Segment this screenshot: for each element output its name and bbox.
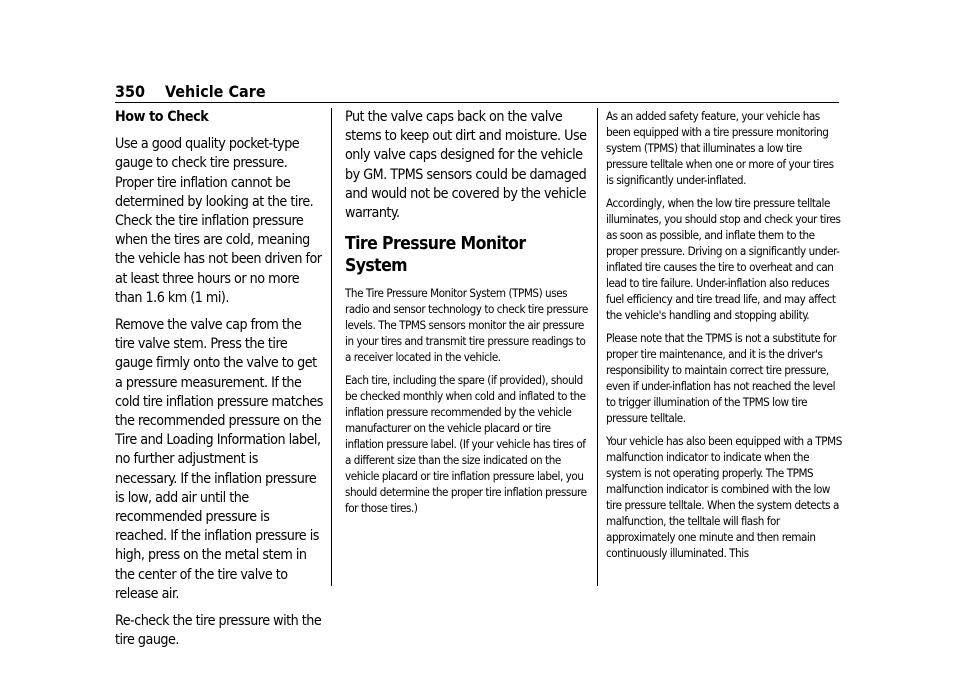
body-paragraph: Accordingly, when the low tire pressure telltale illuminates, you should stop and check your tires as soon as possible, and inflate them to the proper pressure. Driving on a significantly under-inflated tire causes the tire to overheat and can lead to tire failure. Under-inflation also reduces fuel efficiency and tire tread life, and may affect the vehicle's handling and stopping ability. [606,196,841,322]
body-paragraph: Your vehicle has also been equipped with a TPMS malfunction indicator to indicate when the system is not operating properly. The TPMS malfunction indicator is combined with the low tire pressure telltale. When the system detects a malfunction, the telltale will flash for approximately one minute and then remain continuously illuminated. This [606,434,842,560]
column-left [115,108,323,658]
body-paragraph: Use a good quality pocket-type gauge to check tire pressure. Proper tire inflation cannot be determined by looking at the tire. Check the tire inflation pressure when the tires are cold, meaning the vehicle has not been driven for at least three hours or no more than 1.6 km (1 mi). [115,136,322,306]
column-divider-right [597,108,598,586]
page-header [115,82,839,103]
body-paragraph: Put the valve caps back on the valve stems to keep out dirt and moisture. Use only valve caps designed for the vehicle by GM. TPMS sensors could be damaged and would not be covered by the vehicle warranty. [345,109,587,222]
body-paragraph: As an added safety feature, your vehicle has been equipped with a tire pressure monitoring system (TPMS) that illuminates a low tire pressure telltale when one or more of your tires is significantly under-inflated. [606,109,834,187]
body-paragraph: Remove the valve cap from the tire valve stem. Press the tire gauge firmly onto the valve to get a pressure measurement. If the cold tire inflation pressure matches the recommended pressure on the Tire and Loading Information label, no further adjustment is necessary. If the inflation pressure is low, add air until the recommended pressure is reached. If the inflation pressure is high, press on the metal stem in the center of the tire valve to release air. [115,317,323,602]
tpms-section-heading: Tire Pressure Monitor System [345,234,526,277]
body-paragraph: Re-check the tire pressure with the tire gauge. [115,613,322,649]
section-title: Vehicle Care [165,82,266,101]
column-right [606,108,842,568]
body-paragraph: The Tire Pressure Monitor System (TPMS) uses radio and sensor technology to check tire pressure levels. The TPMS sensors monitor the air pressure in your tires and transmit tire pressure readings to a receiver located in the vehicle. [345,286,588,365]
tpms-body [345,285,590,516]
column-divider-left [331,108,332,586]
how-to-check-heading: How to Check [115,109,209,125]
page-number: 350 [115,82,146,101]
column-middle [345,108,590,523]
body-paragraph: Each tire, including the spare (if provided), should be checked monthly when cold and inflated to the inflation pressure recommended by the vehicle manufacturer on the vehicle placard or tire inflation pressure label. (If your vehicle has tires of a different size than the size indicated on the vehicle placard or tire inflation pressure label, you should determine the proper tire inflation pressure for those tires.) [345,373,587,516]
body-paragraph: Please note that the TPMS is not a substitute for proper tire maintenance, and it is the driver's responsibility to maintain correct tire pressure, even if under-inflation has not reached the level to trigger illumination of the TPMS low tire pressure telltale. [606,331,837,425]
